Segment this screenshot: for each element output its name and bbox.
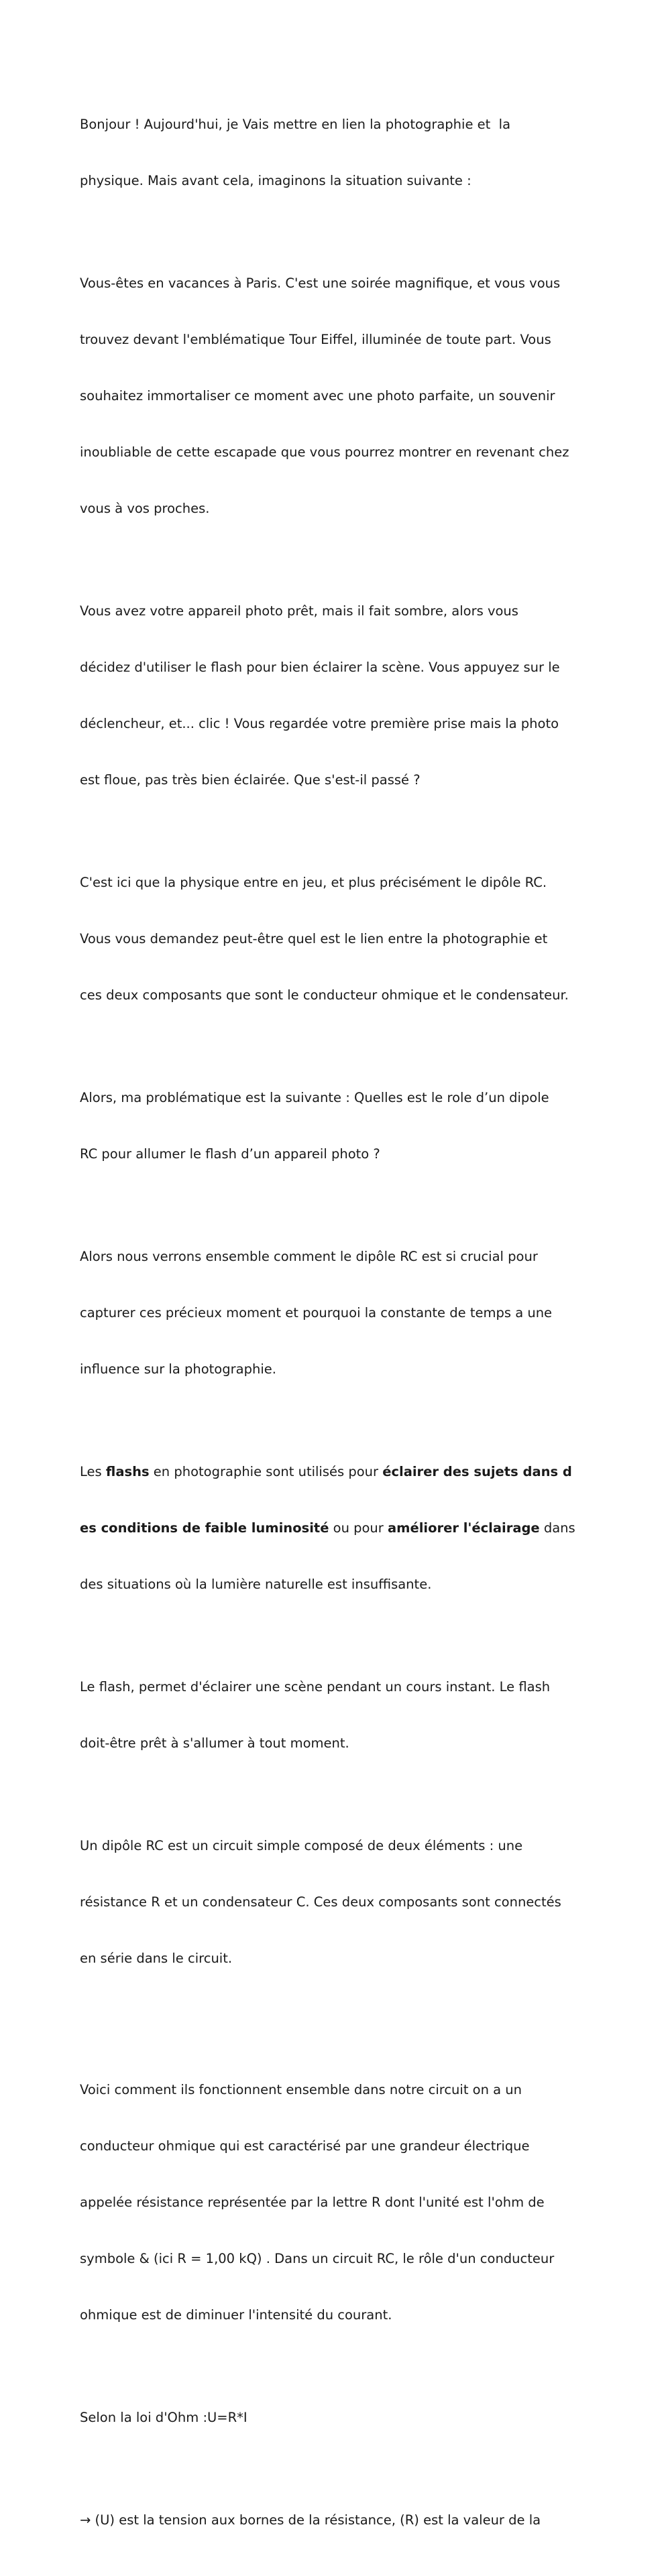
text-line: C'est ici que la physique entre en jeu, et plus précisément le dipôle RC. xyxy=(80,875,547,890)
text-line: → (U) est la tension aux bornes de la résistance, (R) est la valeur de la xyxy=(80,2512,541,2528)
text-run: en photographie sont utilisés pour xyxy=(149,1464,383,1479)
paragraph-flash-problem xyxy=(80,564,590,827)
text-line: influence sur la photographie. xyxy=(80,1361,276,1377)
text-line: capturer ces précieux moment et pourquoi la constante de temps a une xyxy=(80,1305,553,1321)
paragraph-problematique xyxy=(80,1051,590,1201)
text-line: Vous avez votre appareil photo prêt, mais il fait sombre, alors vous xyxy=(80,603,518,619)
document-body xyxy=(80,78,590,2576)
text-line: en série dans le circuit. xyxy=(80,1951,233,1966)
paragraph-ohm-law xyxy=(80,2371,590,2465)
text-line: des situations où la lumière naturelle est insuffisante. xyxy=(80,1577,432,1592)
paragraph-ohmic-conductor xyxy=(80,2043,590,2362)
text-line: décidez d'utiliser le flash pour bien éclairer la scène. Vous appuyez sur le xyxy=(80,660,560,675)
text-line: RC pour allumer le flash d’un appareil photo ? xyxy=(80,1146,380,1162)
text-line: Bonjour ! Aujourd'hui, je Vais mettre en lien la photographie et la xyxy=(80,117,511,132)
text-line: Voici comment ils fonctionnent ensemble dans notre circuit on a un xyxy=(80,2082,522,2097)
paragraph-scenario xyxy=(80,237,590,556)
paragraph-ohm-law-explanation xyxy=(80,2473,590,2567)
text-line: conducteur ohmique qui est caractérisé par une grandeur électrique xyxy=(80,2138,530,2154)
text-line: Vous-êtes en vacances à Paris. C'est une soirée magnifique, et vous vous xyxy=(80,275,561,291)
text-line: Alors nous verrons ensemble comment le dipôle RC est si crucial pour xyxy=(80,1249,538,1264)
text-line: déclencheur, et... clic ! Vous regardée votre première prise mais la photo xyxy=(80,716,559,731)
text-line: est floue, pas très bien éclairée. Que s'est-il passé ? xyxy=(80,772,421,788)
text-line: Un dipôle RC est un circuit simple composé de deux éléments : une xyxy=(80,1838,523,1853)
text-line xyxy=(80,1463,590,1481)
text-line: Le flash, permet d'éclairer une scène pendant un cours instant. Le flash xyxy=(80,1679,551,1695)
text-line: physique. Mais avant cela, imaginons la situation suivante : xyxy=(80,173,471,188)
bold-text: améliorer l'éclairage xyxy=(388,1520,540,1536)
bold-text: éclairer des sujets dans d xyxy=(382,1464,572,1479)
text-run: Les xyxy=(80,1464,106,1479)
text-line: Vous vous demandez peut-être quel est le lien entre la photographie et xyxy=(80,931,548,946)
paragraph-intro xyxy=(80,78,590,228)
text-line: résistance R et un condensateur C. Ces deux composants sont connectés xyxy=(80,1894,561,1910)
paragraph-plan xyxy=(80,1210,590,1416)
text-line: trouvez devant l'emblématique Tour Eiffel, illuminée de toute part. Vous xyxy=(80,332,551,347)
text-line: souhaitez immortaliser ce moment avec une photo parfaite, un souvenir xyxy=(80,388,555,404)
text-line: Selon la loi d'Ohm :U=R*I xyxy=(80,2410,247,2425)
bold-text: es conditions de faible luminosité xyxy=(80,1520,329,1536)
text-run: ou pour xyxy=(329,1520,388,1536)
text-line: ces deux composants que sont le conducteur ohmique et le condensateur. xyxy=(80,987,569,1003)
text-line xyxy=(80,1519,590,1538)
bold-text: flashs xyxy=(105,1464,150,1479)
text-line: ohmique est de diminuer l'intensité du courant. xyxy=(80,2307,392,2323)
paragraph-flash-role xyxy=(80,1640,590,1790)
text-line: symbole & (ici R = 1,00 kQ) . Dans un circuit RC, le rôle d'un conducteur xyxy=(80,2251,555,2266)
text-line: inoubliable de cette escapade que vous pourrez montrer en revenant chez xyxy=(80,444,569,460)
text-line: appelée résistance représentée par la lettre R dont l'unité est l'ohm de xyxy=(80,2195,545,2210)
paragraph-rc-definition xyxy=(80,1799,590,2006)
text-line: doit-être prêt à s'allumer à tout moment. xyxy=(80,1735,349,1751)
text-run: dans xyxy=(539,1520,575,1536)
paragraph-physics xyxy=(80,836,590,1042)
paragraph-flashs xyxy=(80,1425,590,1632)
text-line: vous à vos proches. xyxy=(80,501,210,516)
text-line: Alors, ma problématique est la suivante : Quelles est le role d’un dipole xyxy=(80,1090,549,1105)
